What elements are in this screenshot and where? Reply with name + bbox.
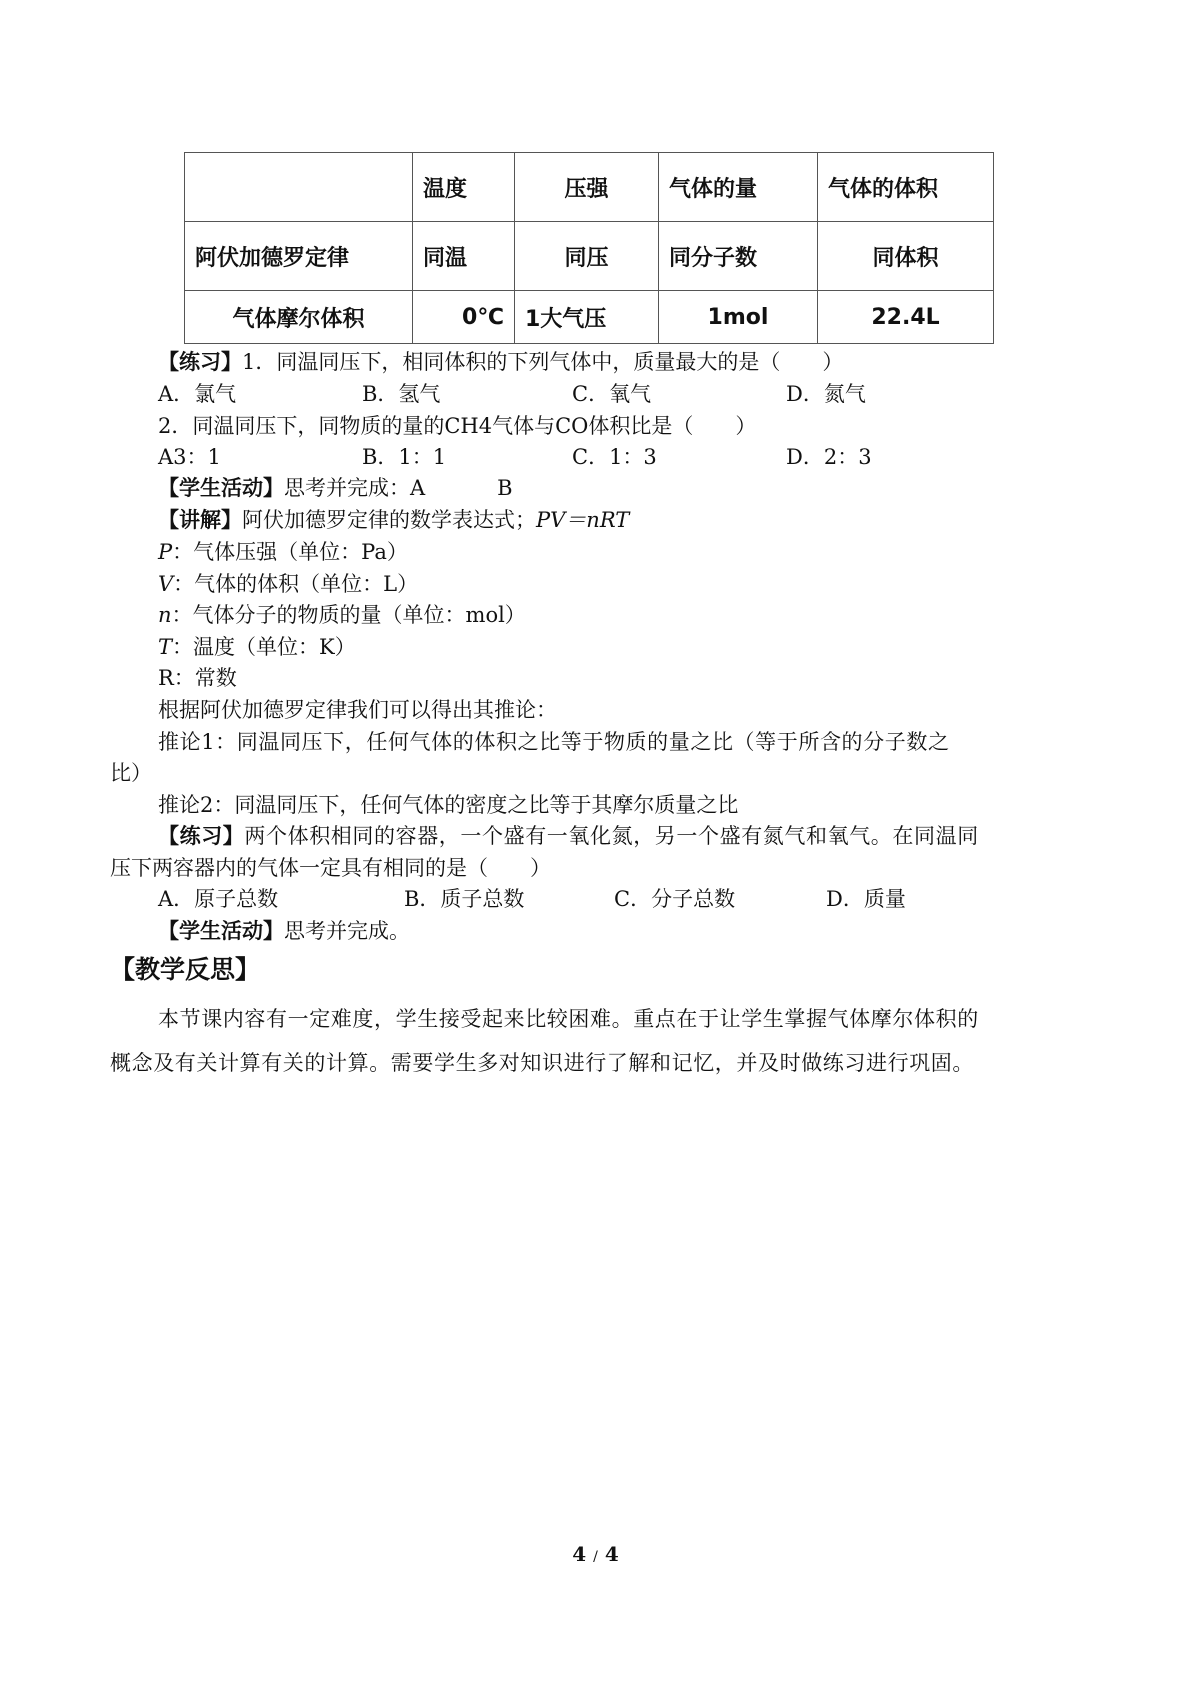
table-cell [185, 153, 413, 222]
explanation [158, 506, 629, 534]
page-number [0, 1542, 1191, 1566]
section-tag: 【练习】 [158, 350, 242, 374]
option: D．氮气 [786, 382, 866, 406]
student-activity [158, 474, 513, 502]
variable-symbol: P [158, 540, 173, 564]
question-text: 2．同温同压下，同物质的量的CH4气体与CO体积比是（ ） [158, 414, 757, 438]
variable-desc: ：温度（单位：K） [172, 635, 356, 659]
reflection-line: 概念及有关计算有关的计算。需要学生多对知识进行了解和记忆，并及时做练习进行巩固。 [110, 1051, 974, 1075]
option: D．质量 [826, 887, 906, 911]
question-text: 两个体积相同的容器，一个盛有一氧化氮，另一个盛有氮气和氧气。在同温同 [244, 824, 979, 848]
option: C．1：3 [572, 445, 657, 469]
table-cell: 阿伏加德罗定律 [185, 222, 413, 291]
table-cell: 气体摩尔体积 [185, 291, 413, 344]
option: B．1：1 [362, 445, 447, 469]
constant-line: R：常数 [158, 666, 237, 690]
table-cell: 同分子数 [659, 222, 818, 291]
section-heading: 【教学反思】 [110, 955, 261, 984]
variable-line [158, 538, 408, 566]
table-row [185, 222, 994, 291]
option: C．氧气 [572, 382, 652, 406]
exercise-question [158, 822, 979, 850]
variable-line [158, 570, 418, 598]
option: A3：1 [158, 445, 221, 469]
table-cell: 同压 [515, 222, 659, 291]
section-tag: 【讲解】 [158, 508, 242, 532]
comparison-table [184, 152, 994, 344]
variable-desc: ：气体压强（单位：Pa） [172, 540, 408, 564]
variable-line [158, 633, 356, 661]
table-cell: 1大气压 [515, 291, 659, 344]
option: D．2：3 [786, 445, 872, 469]
activity-text: 思考并完成。 [284, 919, 410, 943]
option: C．分子总数 [614, 887, 736, 911]
activity-text: 思考并完成：A [284, 476, 426, 500]
inference-lead: 根据阿伏加德罗定律我们可以得出其推论： [158, 698, 557, 722]
table-row [185, 291, 994, 344]
activity-answer: B [497, 476, 513, 500]
table-cell: 1mol [659, 291, 818, 344]
formula: PV＝nRT [536, 508, 630, 532]
total-pages: 4 [604, 1542, 619, 1566]
inference-1: 推论1：同温同压下，任何气体的体积之比等于物质的量之比（等于所含的分子数之 [158, 730, 950, 754]
exercise-question [158, 348, 843, 376]
question-text: 1．同温同压下，相同体积的下列气体中，质量最大的是（ ） [242, 350, 844, 374]
section-tag: 【练习】 [158, 824, 245, 848]
option: B．氢气 [362, 382, 441, 406]
table-cell: 温度 [413, 153, 515, 222]
question-text: 压下两容器内的气体一定具有相同的是（ ） [110, 856, 551, 880]
page-separator: / [593, 1549, 598, 1565]
variable-desc: ：气体的体积（单位：L） [173, 572, 419, 596]
option: A．氯气 [158, 382, 237, 406]
section-tag: 【学生活动】 [158, 919, 284, 943]
table-cell: 气体的体积 [818, 153, 994, 222]
explanation-text: 阿伏加德罗定律的数学表达式； [242, 508, 536, 532]
table-cell: 同体积 [818, 222, 994, 291]
variable-symbol: n [158, 603, 172, 627]
variable-line [158, 601, 526, 629]
reflection-line: 本节课内容有一定难度，学生接受起来比较困难。重点在于让学生掌握气体摩尔体积的 [158, 1007, 979, 1031]
table-header-row [185, 153, 994, 222]
option: B．质子总数 [404, 887, 525, 911]
option: A．原子总数 [158, 887, 279, 911]
table-cell: 气体的量 [659, 153, 818, 222]
table-cell: 同温 [413, 222, 515, 291]
section-tag: 【学生活动】 [158, 476, 284, 500]
variable-symbol: T [158, 635, 173, 659]
variable-desc: ：气体分子的物质的量（单位：mol） [171, 603, 526, 627]
student-activity [158, 917, 410, 945]
inference-1-continued: 比） [110, 761, 152, 785]
current-page: 4 [572, 1542, 587, 1566]
table-cell: 22.4L [818, 291, 994, 344]
inference-2: 推论2：同温同压下，任何气体的密度之比等于其摩尔质量之比 [158, 793, 739, 817]
variable-symbol: V [158, 572, 174, 596]
table-cell: 0℃ [413, 291, 515, 344]
table-cell: 压强 [515, 153, 659, 222]
